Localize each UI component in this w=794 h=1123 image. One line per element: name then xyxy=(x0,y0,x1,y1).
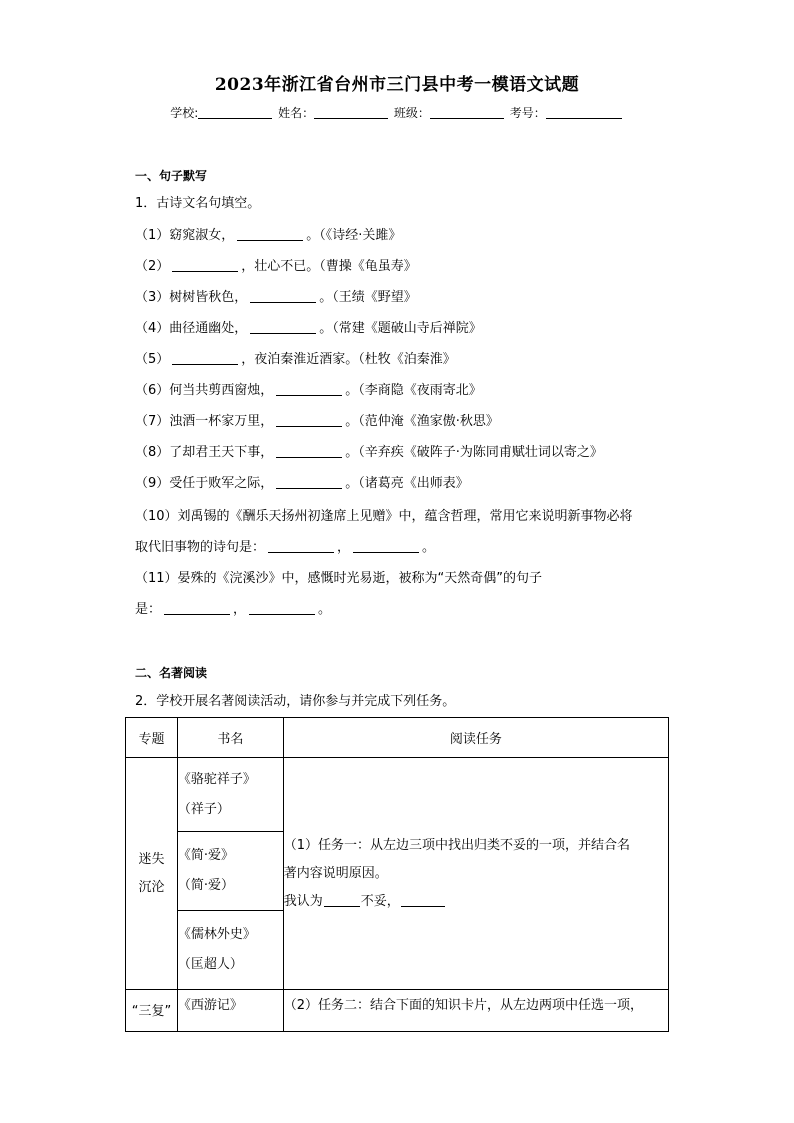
topic-cell: “三复” xyxy=(126,990,178,1032)
answer-blank[interactable] xyxy=(249,602,315,615)
answer-blank[interactable] xyxy=(164,602,230,615)
class-label: 班级： xyxy=(393,106,430,120)
poem-item-4: （4）曲径通幽处， 。（常建《题破山寺后禅院》 xyxy=(135,321,482,336)
section-heading-1: 一、句子默写 xyxy=(135,169,208,183)
task-cell: （2）任务二：结合下面的知识卡片，从左边两项中任选一项， xyxy=(283,990,668,1032)
answer-blank[interactable] xyxy=(276,414,342,427)
poem-item-8: （8）了却君王天下事， 。（辛弃疾《破阵子·为陈同甫赋壮词以寄之》 xyxy=(135,445,603,460)
poem-item-10-line2: 取代旧事物的诗句是： ， 。 xyxy=(135,540,436,555)
reading-task-table xyxy=(125,717,669,1032)
book-cell: 《骆驼祥子》 （祥子） xyxy=(177,758,283,832)
answer-blank[interactable] xyxy=(172,259,238,272)
answer-blank[interactable] xyxy=(250,290,316,303)
header-task: 阅读任务 xyxy=(283,718,668,758)
header-topic: 专题 xyxy=(126,718,178,758)
student-info-row xyxy=(0,104,794,121)
number-label: 考号： xyxy=(509,106,546,120)
question-2: 2．学校开展名著阅读活动，请你参与并完成下列任务。 xyxy=(135,694,456,709)
poem-item-9: （9）受任于败军之际， 。（诸葛亮《出师表》 xyxy=(135,476,469,491)
book-cell: 《儒林外史》 （匡超人） xyxy=(177,911,283,990)
school-blank[interactable] xyxy=(198,106,272,119)
answer-blank[interactable] xyxy=(250,321,316,334)
table-row xyxy=(126,758,669,832)
name-blank[interactable] xyxy=(314,106,388,119)
poem-item-10-line1: （10）刘禹锡的《酬乐天扬州初逢席上见赠》中，蕴含哲理，常用它来说明新事物必将 xyxy=(135,509,633,524)
poem-item-5: （5） ，夜泊秦淮近酒家。（杜牧《泊秦淮》 xyxy=(135,352,456,367)
answer-blank[interactable] xyxy=(276,383,342,396)
answer-blank[interactable] xyxy=(276,476,342,489)
table-row xyxy=(126,990,669,1032)
answer-blank[interactable] xyxy=(324,894,360,907)
poem-item-3: （3）树树皆秋色， 。（王绩《野望》 xyxy=(135,290,417,305)
poem-item-11-line1: （11）晏殊的《浣溪沙》中，感慨时光易逝，被称为“天然奇偶”的句子 xyxy=(135,571,543,586)
answer-blank[interactable] xyxy=(172,352,238,365)
answer-blank[interactable] xyxy=(276,445,342,458)
answer-blank[interactable] xyxy=(237,228,303,241)
table-header-row xyxy=(126,718,669,758)
number-blank[interactable] xyxy=(546,106,622,119)
task-cell: （1）任务一：从左边三项中找出归类不妥的一项，并结合名 著内容说明原因。 我认为 不妥， xyxy=(283,758,668,990)
question-1: 1．古诗文名句填空。 xyxy=(135,196,261,211)
school-label: 学校: xyxy=(170,106,199,120)
poem-item-6: （6）何当共剪西窗烛， 。（李商隐《夜雨寄北》 xyxy=(135,383,482,398)
poem-item-1: （1）窈窕淑女， 。（《诗经·关雎》 xyxy=(135,228,402,243)
answer-blank[interactable] xyxy=(353,540,419,553)
page-title: 2023年浙江省台州市三门县中考一模语文试题 xyxy=(214,75,580,95)
name-label: 姓名： xyxy=(278,106,315,120)
book-cell: 《简·爱》 （简·爱） xyxy=(177,832,283,911)
section-heading-2: 二、名著阅读 xyxy=(135,666,208,680)
book-cell: 《西游记》 xyxy=(177,990,283,1032)
poem-item-2: （2） ，壮心不已。（曹操《龟虽寿》 xyxy=(135,259,417,274)
poem-item-11-line2: 是： ， 。 xyxy=(135,602,332,617)
header-book: 书名 xyxy=(177,718,283,758)
answer-blank[interactable] xyxy=(268,540,334,553)
poem-item-7: （7）浊酒一杯家万里， 。（范仲淹《渔家傲·秋思》 xyxy=(135,414,499,429)
answer-blank[interactable] xyxy=(401,894,445,907)
class-blank[interactable] xyxy=(430,106,504,119)
topic-cell: 迷失 沉沦 xyxy=(126,758,178,990)
